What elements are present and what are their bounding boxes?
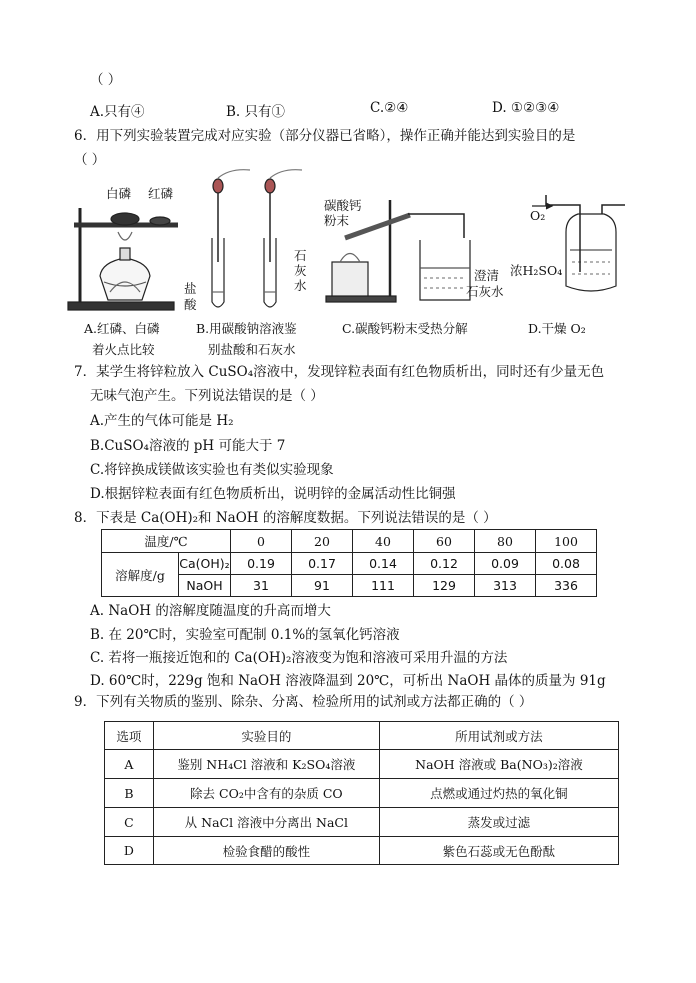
value-cell: 336 bbox=[536, 575, 597, 597]
q8-option-c: C. 若将一瓶接近饱和的 Ca(OH)₂溶液变为饱和溶液可采用升温的方法 bbox=[90, 650, 508, 666]
caption-b-line2: 别盐酸和石灰水 bbox=[208, 342, 296, 357]
caption-a-line1: A.红磷、白磷 bbox=[84, 321, 160, 336]
caption-b-line1: B.用碳酸钠溶液鉴 bbox=[196, 321, 297, 336]
value-cell: 0.08 bbox=[536, 553, 597, 575]
temp-cell: 100 bbox=[536, 530, 597, 553]
q6-stem-line1: 6．用下列实验装置完成对应实验（部分仪器已省略），操作正确并能达到实验目的是 bbox=[74, 128, 576, 144]
temp-cell: 80 bbox=[475, 530, 536, 553]
apparatus-b-test-tubes bbox=[212, 170, 302, 307]
table-row bbox=[105, 837, 619, 865]
header-cell: 所用试剂或方法 bbox=[379, 722, 618, 750]
header-cell: 选项 bbox=[105, 722, 154, 750]
temp-cell: 60 bbox=[414, 530, 475, 553]
label-clear-lime-2: 石灰水 bbox=[466, 284, 504, 299]
apparatus-a-phosphorus bbox=[68, 208, 178, 310]
table-row bbox=[105, 750, 619, 779]
temp-cell: 40 bbox=[353, 530, 414, 553]
q7-stem-line2: 无味气泡产生。下列说法错误的是（ ） bbox=[90, 388, 324, 404]
q7-stem-line1: 7．某学生将锌粒放入 CuSO₄溶液中，发现锌粒表面有红色物质析出，同时还有少量无色 bbox=[74, 364, 605, 380]
table-row bbox=[105, 779, 619, 808]
q7-option-c: C.将锌换成镁做该实验也有类似实验现象 bbox=[90, 462, 334, 478]
value-cell: 91 bbox=[292, 575, 353, 597]
temp-cell: 0 bbox=[231, 530, 292, 553]
q7-option-a: A.产生的气体可能是 H₂ bbox=[90, 413, 234, 429]
q7-option-b: B.CuSO₄溶液的 pH 可能大于 7 bbox=[90, 438, 286, 454]
q5-option-c: C.②④ bbox=[370, 100, 409, 116]
option-cell: B bbox=[105, 779, 154, 808]
label-acid-2: 酸 bbox=[184, 297, 197, 312]
label-lime-2: 灰 bbox=[294, 263, 307, 278]
q5-option-b: B. 只有① bbox=[226, 104, 286, 120]
option-cell: C bbox=[105, 808, 154, 837]
table-row bbox=[105, 722, 619, 750]
value-cell: 313 bbox=[475, 575, 536, 597]
temp-cell: 20 bbox=[292, 530, 353, 553]
option-cell: A bbox=[105, 750, 154, 779]
caption-c: C.碳酸钙粉末受热分解 bbox=[342, 321, 468, 336]
method-cell: NaOH 溶液或 Ba(NO₃)₂溶液 bbox=[379, 750, 618, 779]
q5-answer-paren: （ ） bbox=[90, 72, 122, 88]
caption-d: D.干燥 O₂ bbox=[528, 321, 586, 336]
q5-option-a: A.只有④ bbox=[90, 104, 145, 120]
label-lime-3: 水 bbox=[294, 278, 307, 293]
value-cell: 0.19 bbox=[231, 553, 292, 575]
q8-solubility-table bbox=[101, 529, 597, 597]
label-clear-lime-1: 澄清 bbox=[474, 268, 500, 283]
label-lime-1: 石 bbox=[294, 248, 307, 263]
caption-a-line2: 着火点比较 bbox=[92, 342, 155, 357]
substance-cell: Ca(OH)₂ bbox=[179, 553, 231, 575]
q8-option-a: A. NaOH 的溶解度随温度的升高而增大 bbox=[90, 603, 331, 619]
label-white-phosphorus: 白磷 bbox=[106, 186, 132, 201]
value-cell: 31 bbox=[231, 575, 292, 597]
solubility-header-cell: 溶解度/g bbox=[102, 553, 179, 597]
purpose-cell: 从 NaCl 溶液中分离出 NaCl bbox=[153, 808, 379, 837]
q9-stem: 9．下列有关物质的鉴别、除杂、分离、检验所用的试剂或方法都正确的（ ） bbox=[74, 694, 533, 710]
method-cell: 蒸发或过滤 bbox=[379, 808, 618, 837]
method-cell: 点燃或通过灼热的氧化铜 bbox=[379, 779, 618, 808]
substance-cell: NaOH bbox=[179, 575, 231, 597]
header-cell: 实验目的 bbox=[153, 722, 379, 750]
q8-option-d: D. 60℃时，229g 饱和 NaOH 溶液降温到 20℃，可析出 NaOH 晶体的质量为 91g bbox=[90, 673, 606, 689]
q7-option-d: D.根据锌粒表面有红色物质析出，说明锌的金属活动性比铜强 bbox=[90, 486, 456, 502]
temp-header-cell: 温度/℃ bbox=[102, 530, 231, 553]
purpose-cell: 检验食醋的酸性 bbox=[153, 837, 379, 865]
table-row bbox=[105, 808, 619, 837]
value-cell: 129 bbox=[414, 575, 475, 597]
label-o2: O₂ bbox=[530, 208, 546, 223]
method-cell: 紫色石蕊或无色酚酞 bbox=[379, 837, 618, 865]
value-cell: 0.12 bbox=[414, 553, 475, 575]
value-cell: 0.17 bbox=[292, 553, 353, 575]
purpose-cell: 鉴别 NH₄Cl 溶液和 K₂SO₄溶液 bbox=[153, 750, 379, 779]
label-caco3-1: 碳酸钙 bbox=[324, 198, 362, 213]
label-red-phosphorus: 红磷 bbox=[148, 186, 174, 201]
q9-methods-table bbox=[104, 721, 619, 865]
label-acid-1: 盐 bbox=[184, 281, 197, 296]
q8-option-b: B. 在 20℃时，实验室可配制 0.1%的氢氧化钙溶液 bbox=[90, 627, 400, 643]
label-conc-h2so4: 浓H₂SO₄ bbox=[510, 263, 563, 278]
value-cell: 111 bbox=[353, 575, 414, 597]
label-caco3-2: 粉末 bbox=[324, 213, 350, 228]
table-row bbox=[102, 553, 597, 575]
q8-stem: 8．下表是 Ca(OH)₂和 NaOH 的溶解度数据。下列说法错误的是（ ） bbox=[74, 510, 497, 526]
option-cell: D bbox=[105, 837, 154, 865]
q6-stem-line2: （ ） bbox=[74, 152, 106, 168]
value-cell: 0.14 bbox=[353, 553, 414, 575]
purpose-cell: 除去 CO₂中含有的杂质 CO bbox=[153, 779, 379, 808]
q5-option-d: D. ①②③④ bbox=[492, 100, 560, 116]
value-cell: 0.09 bbox=[475, 553, 536, 575]
table-row bbox=[102, 530, 597, 553]
